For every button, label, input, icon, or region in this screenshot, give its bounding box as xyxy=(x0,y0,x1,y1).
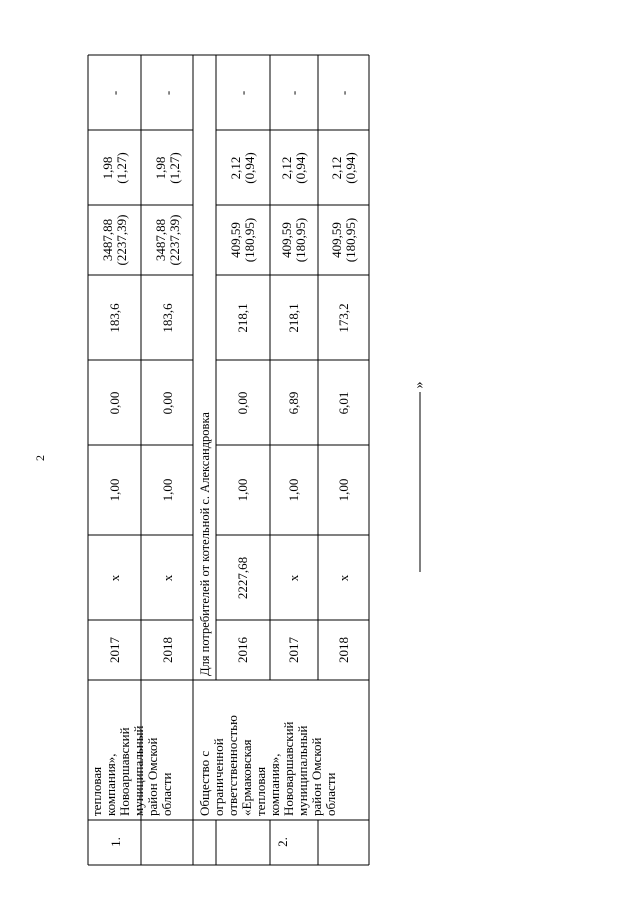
value-cell: 0,00 xyxy=(160,391,175,415)
value-cell: 1,98 xyxy=(100,156,115,180)
value-cell: (180,95) xyxy=(343,217,358,263)
organization-name-line: район Омской xyxy=(145,737,160,816)
year-cell: 2018 xyxy=(160,637,175,663)
value-cell: - xyxy=(235,90,250,96)
value-cell: (0,94) xyxy=(343,152,358,184)
year-cell: 2017 xyxy=(107,637,122,663)
value-cell: 1,98 xyxy=(153,156,168,180)
value-cell: - xyxy=(160,90,175,96)
organization-name-line: области xyxy=(159,772,174,816)
value-cell: (180,95) xyxy=(293,217,308,263)
row-number: 2. xyxy=(275,837,290,847)
value-cell: 1,00 xyxy=(107,478,122,502)
row-number: 1. xyxy=(108,837,123,847)
value-cell: 409,59 xyxy=(228,222,243,258)
organization-name-line: Нововаршавский xyxy=(281,721,296,816)
value-cell: - xyxy=(286,90,301,96)
value-cell: x xyxy=(286,574,301,582)
value-cell: 3487,88 xyxy=(100,218,115,262)
value-cell: 409,59 xyxy=(329,222,344,258)
value-cell: 218,1 xyxy=(235,303,250,333)
value-cell: 1,00 xyxy=(286,478,301,502)
organization-name-line: области xyxy=(323,772,338,816)
value-cell: 2,12 xyxy=(228,156,243,180)
organization-name-line: компания», xyxy=(103,753,118,816)
value-cell: 2227,68 xyxy=(235,556,250,600)
value-cell: 218,1 xyxy=(286,303,301,333)
organization-name-line: тепловая xyxy=(253,766,268,816)
value-cell: 1,00 xyxy=(235,478,250,502)
value-cell: 2,12 xyxy=(279,156,294,180)
value-cell: 0,00 xyxy=(235,391,250,415)
organization-name-line: Новоаршавский xyxy=(117,727,132,816)
value-cell: 183,6 xyxy=(107,303,122,333)
value-cell: - xyxy=(107,90,122,96)
year-cell: 2016 xyxy=(235,637,250,663)
organization-name-line: ответственностью xyxy=(225,715,240,816)
value-cell: 2,12 xyxy=(329,156,344,180)
value-cell: (2237,39) xyxy=(114,214,129,266)
value-cell: 6,01 xyxy=(336,391,351,415)
organization-name-line: район Омской xyxy=(309,737,324,816)
value-cell: 3487,88 xyxy=(153,218,168,262)
organization-name-line: муниципальный xyxy=(131,725,146,816)
value-cell: x xyxy=(160,574,175,582)
organization-name-line: «Ермаковская xyxy=(239,739,254,816)
value-cell: x xyxy=(336,574,351,582)
value-cell: - xyxy=(336,90,351,96)
value-cell: 183,6 xyxy=(160,303,175,333)
value-cell: (1,27) xyxy=(167,152,182,184)
year-cell: 2017 xyxy=(286,637,301,663)
year-cell: 2018 xyxy=(336,637,351,663)
value-cell: 409,59 xyxy=(279,222,294,258)
value-cell: 0,00 xyxy=(107,391,122,415)
organization-name-line: Общество с xyxy=(197,750,212,816)
value-cell: (180,95) xyxy=(242,217,257,263)
organization-name-line: муниципальный xyxy=(295,725,310,816)
organization-name-line: тепловая xyxy=(89,766,104,816)
closing-quote: » xyxy=(412,381,427,389)
value-cell: (1,27) xyxy=(114,152,129,184)
value-cell: (2237,39) xyxy=(167,214,182,266)
organization-name-line: компания», xyxy=(267,753,282,816)
value-cell: 1,00 xyxy=(160,478,175,502)
value-cell: (0,94) xyxy=(293,152,308,184)
section-caption: Для потребителей от котельной с. Александровка xyxy=(198,412,212,676)
organization-name-line: ограниченной xyxy=(211,738,226,816)
value-cell: x xyxy=(107,574,122,582)
value-cell: 1,00 xyxy=(336,478,351,502)
page-number: 2 xyxy=(33,455,47,461)
value-cell: 6,89 xyxy=(286,391,301,415)
value-cell: (0,94) xyxy=(242,152,257,184)
value-cell: 173,2 xyxy=(336,303,351,333)
